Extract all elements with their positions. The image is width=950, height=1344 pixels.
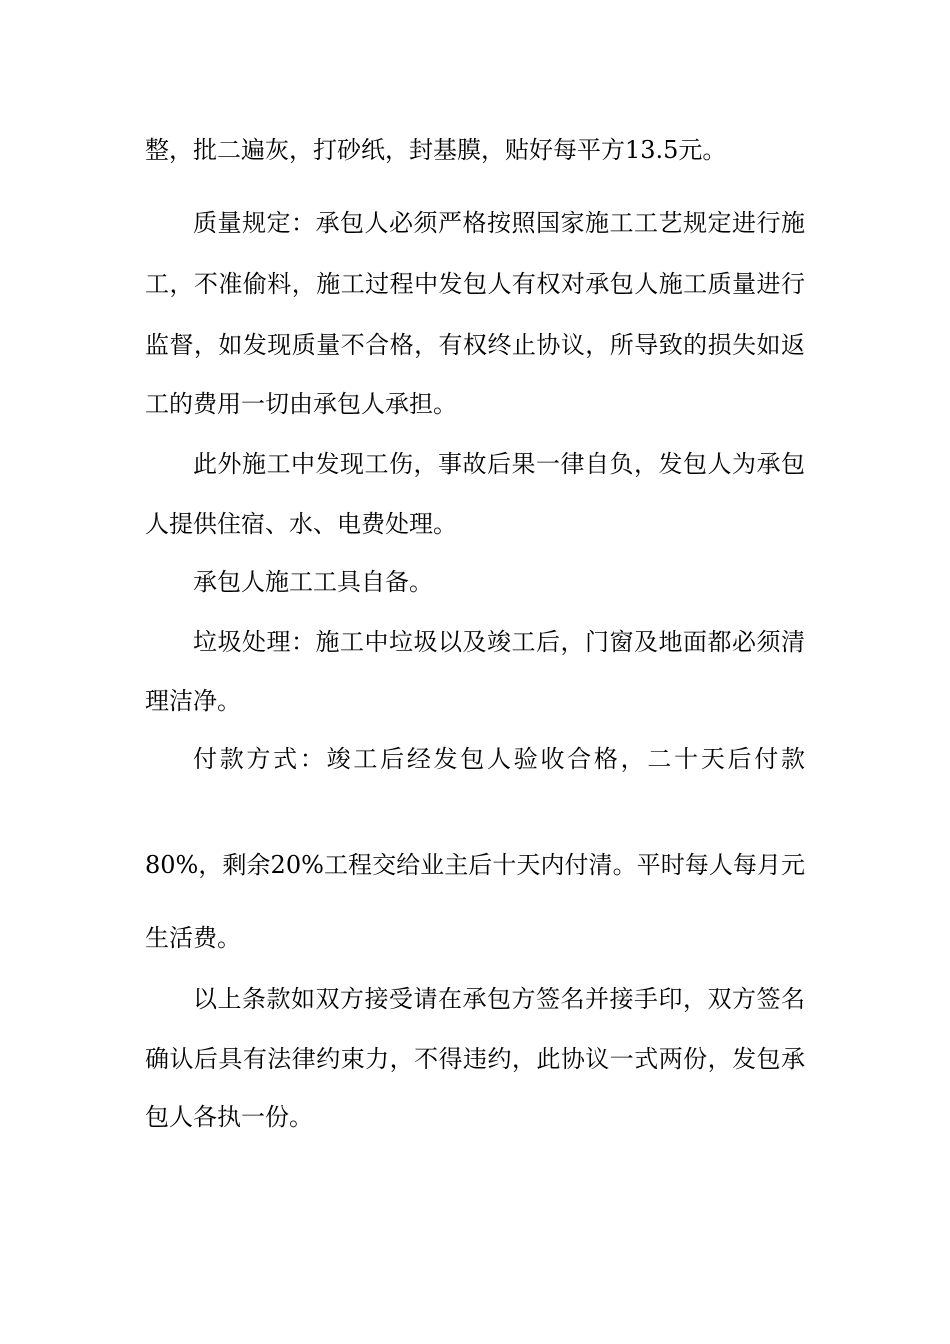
text-line: 80%，剩余20%工程交给业主后十天内付清。平时每人每月元 (145, 851, 805, 879)
text-line: 工的费用一切由承包人承担。 (145, 390, 457, 418)
text-line: 确认后具有法律约束力，不得违约，此协议一式两份，发包承 (145, 1045, 805, 1073)
text-line: 此外施工中发现工伤，事故后果一律自负，发包人为承包 (193, 450, 805, 478)
text-line: 付款方式：竣工后经发包人验收合格，二十天后付款 (193, 745, 805, 773)
text-line: 质量规定：承包人必须严格按照国家施工工艺规定进行施 (193, 209, 805, 237)
text-line: 生活费。 (145, 924, 241, 952)
text-line: 人提供住宿、水、电费处理。 (145, 510, 457, 538)
text-line: 包人各执一份。 (145, 1103, 313, 1131)
text-line: 整，批二遍灰，打砂纸，封基膜，贴好每平方13.5元。 (145, 136, 727, 164)
text-line: 以上条款如双方接受请在承包方签名并接手印，双方签名 (193, 985, 805, 1013)
text-line: 工，不准偷料，施工过程中发包人有权对承包人施工质量进行 (145, 270, 805, 298)
text-line: 承包人施工工具自备。 (193, 568, 433, 596)
text-line: 监督，如发现质量不合格，有权终止协议，所导致的损失如返 (145, 331, 805, 359)
text-line: 垃圾处理：施工中垃圾以及竣工后，门窗及地面都必须清 (193, 628, 805, 656)
text-line: 理洁净。 (145, 687, 241, 715)
